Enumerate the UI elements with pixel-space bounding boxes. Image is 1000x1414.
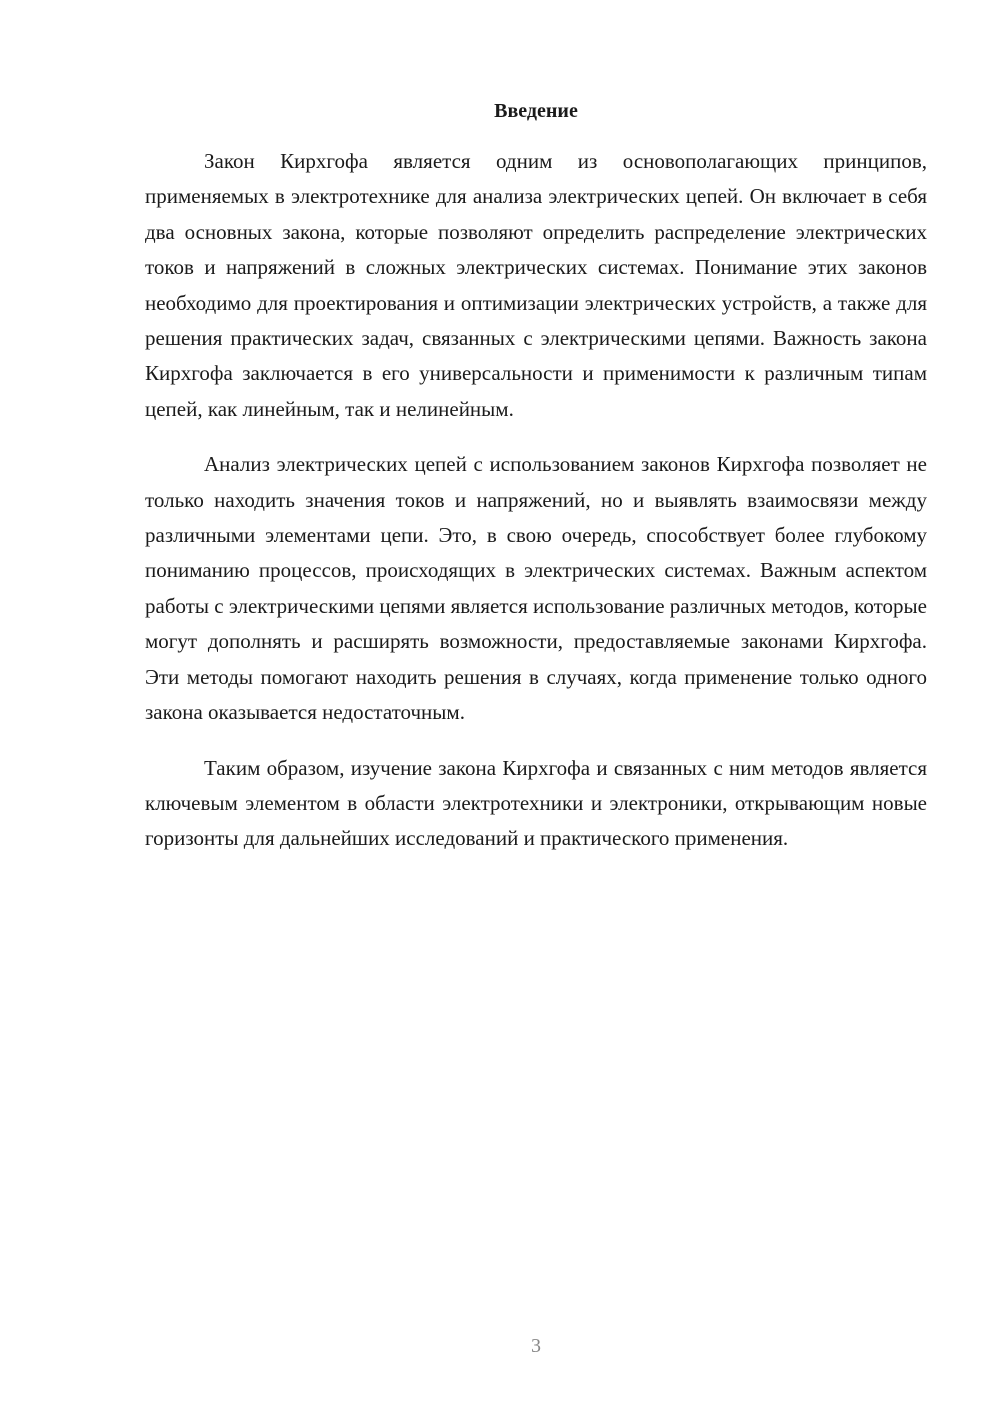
paragraph-1: Закон Кирхгофа является одним из основополагающих принципов, применяемых в электротехнике для анализа электрических цепей. Он включает в себя два основных закона, которые позволяют определить распределение электрических токов и напряжений в сложных электрических системах. Понимание этих законов необходимо для проектирования и оптимизации электрических устройств, а также для решения практических задач, связанных с электрическими цепями. Важность закона Кирхгофа заключается в его универсальности и применимости к различным типам цепей, как линейным, так и нелинейным. [145, 149, 927, 421]
paragraph-2: Анализ электрических цепей с использованием законов Кирхгофа позволяет не только находить значения токов и напряжений, но и выявлять взаимосвязи между различными элементами цепи. Это, в свою очередь, способствует более глубокому пониманию процессов, происходящих в электрических системах. Важным аспектом работы с электрическими цепями является использование различных методов, которые могут дополнять и расширять возможности, предоставляемые законами Кирхгофа. Эти методы помогают находить решения в случаях, когда применение только одного закона оказывается недостаточным. [145, 452, 927, 725]
page-number: 3 [531, 1335, 541, 1357]
paragraph-3: Таким образом, изучение закона Кирхгофа и связанных с ним методов является ключевым элементом в области электротехники и электроники, открывающим новые горизонты для дальнейших исследований и практического применения. [145, 755, 927, 851]
body-text [145, 144, 927, 877]
section-heading: Введение [494, 100, 578, 122]
